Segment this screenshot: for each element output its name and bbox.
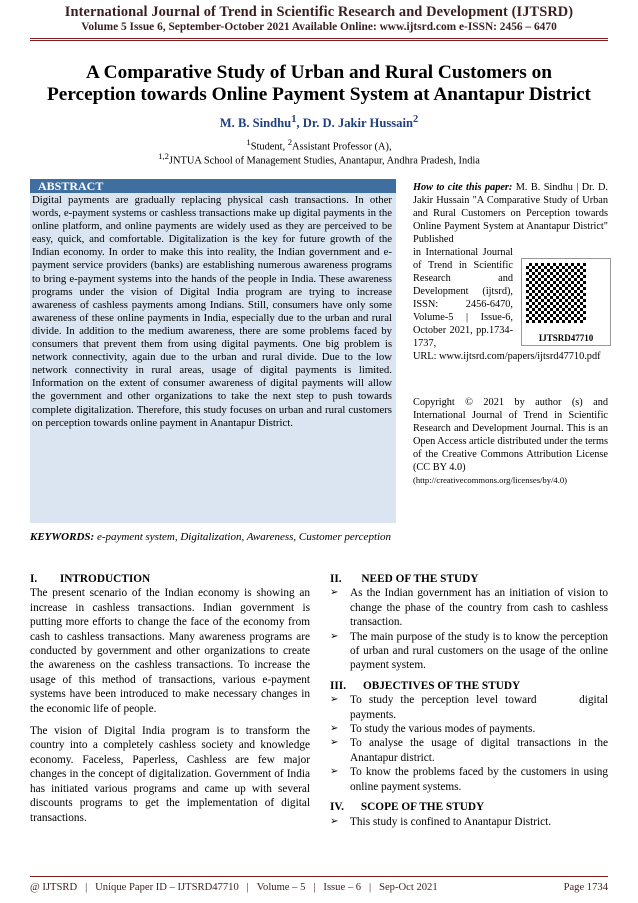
citation-text-side: in International Journal of Trend in Scientific Research and Development (ijtsrd), ISSN: 2456-6470, Volume-5 | Issue-6, October 2021, pp.1734-1737,: [413, 247, 513, 349]
citation-label: How to cite this paper:: [413, 182, 513, 193]
abstract-heading: ABSTRACT: [30, 179, 396, 193]
journal-title: International Journal of Trend in Scientific Research and Development (IJTSRD): [64, 4, 574, 20]
qr-label: IJTSRD47710: [538, 333, 594, 343]
objective-bullet-1: ➢ To study the perception level toward digital payments.: [330, 693, 608, 722]
copyright-block: [413, 396, 608, 487]
paper-title: [20, 62, 618, 106]
footer-page: Page 1734: [563, 882, 608, 893]
objectives-heading: III. OBJECTIVES OF THE STUDY: [330, 679, 521, 692]
intro-paragraph-1: The present scenario of the Indian economy is showing an increase in cashless transactions. Indian government is putting more efforts to change the face of the economy from cash to cashless transactions. Many awareness programs are conducted by government and other organizations to create the awareness on the cashless transactions. To increase the usage of this method of transactions, various e-payment systems have been introduced to make necessary changes in the economic life of people.: [30, 587, 310, 715]
need-heading: II. NEED OF THE STUDY: [330, 573, 479, 585]
intro-heading: I. INTRODUCTION: [30, 573, 151, 585]
paper-title-line1: A Comparative Study of Urban and Rural Customers on: [86, 62, 552, 83]
footer-rule: [30, 876, 608, 877]
right-column: [330, 572, 608, 829]
scope-heading: IV. SCOPE OF THE STUDY: [330, 801, 485, 814]
header-rule-2: [30, 40, 608, 41]
objective-bullet-2: ➢ To study the various modes of payments.: [330, 722, 608, 736]
footer-left: @ IJTSRD | Unique Paper ID – IJTSRD47710 | Volume – 5 | Issue – 6 | Sep-Oct 2021: [30, 882, 438, 893]
keywords-text: e-payment system, Digitalization, Awareness, Customer perception: [96, 531, 392, 543]
qr-code-pattern: [526, 263, 586, 323]
keywords-label: KEYWORDS:: [30, 531, 95, 543]
affiliation-roles: $^1$Student, $^2$Assistant Professor (A),: [246, 137, 392, 153]
need-bullet-1: ➢ As the Indian government has an initiation of vision to change the phase of the country from cash to cashless transaction.: [330, 586, 608, 629]
intro-paragraph-2: The vision of Digital India program is to transform the country into a completely cashless society and knowledge economy. Faceless, Paperless, Cashless are few major changes in the concept of digitalization. Government of India has initiated various programs and came up with several discounts programs to get the implementation of digital transactions.: [30, 725, 310, 824]
objective-bullet-4: ➢ To know the problems faced by the customers in using online payment systems.: [330, 765, 608, 794]
scope-bullet-1: ➢ This study is confined to Anantapur District.: [330, 815, 608, 829]
journal-subtitle: Volume 5 Issue 6, September-October 2021 Available Online: www.ijtsrd.com e-ISSN: 2456 – 6470: [81, 21, 557, 33]
paper-title-line2: Perception towards Online Payment System at Anantapur District: [47, 84, 591, 105]
authors: M. B. Sindhu$^1$, Dr. D. Jakir Hussain$^2$: [219, 114, 419, 131]
license-url: (http://creativecommons.org/licenses/by/4.0): [413, 475, 568, 485]
header-rule: [30, 38, 608, 39]
qr-code: [521, 258, 611, 346]
objective-bullet-3: ➢ To analyse the usage of digital transactions in the Anantapur district.: [330, 736, 608, 765]
citation-url: URL: www.ijtsrd.com/papers/ijtsrd47710.pdf: [413, 351, 601, 362]
abstract-text: Digital payments are gradually replacing physical cash transactions. In other words, e-payment systems or cashless transactions make up digital payments in the online platform, and online payments are widely used as they are perceived to be easy, quick, and comfortable. Digitalization is the key for future growth of the Indian economy. In order to make this into reality, the Indian government and e-payment service providers (banks) are establishing numerous awareness programs to bring e-payment systems into the hands of the people in India. These awareness programs under the vision of Digital India program are trying to increase awareness of cashless payments among Indians. Still, consumers have only some awareness of these online payments in India, especially due to the urban and rural divide. In addition to the medium awareness, there are some problems faced by consumers that prevent them from using digital payments. One big problem is network connectivity, again due to the urban and rural divide. Due to the low network connectivity in rural areas, usage of digital payments is limited. Information on the extent of consumer awareness of digital payments will allow the government and other organizations to take the next step to push towards complete digitalization. Therefore, this study focuses on urban and rural customers on perception towards online payment in Anantapur District.: [32, 194, 392, 429]
citation-text-top: M. B. Sindhu | Dr. D. Jakir Hussain "A Comparative Study of Urban and Rural Customers on Perception towards Online Payment System at Anantapur District" Published: [413, 182, 608, 245]
affiliation-institution: $^{1,2}$JNTUA School of Management Studies, Anantapur, Andhra Pradesh, India: [158, 151, 480, 167]
keywords: [30, 530, 396, 544]
need-bullet-2: ➢ The main purpose of the study is to know the perception of urban and rural customers on the usage of the online payment system.: [330, 630, 608, 673]
left-column: [30, 572, 310, 825]
copyright-text: Copyright © 2021 by author (s) and International Journal of Trend in Scientific Research and Development Journal. This is an Open Access article distributed under the terms of the Creative Commons Attribution License (CC BY 4.0): [413, 397, 609, 473]
